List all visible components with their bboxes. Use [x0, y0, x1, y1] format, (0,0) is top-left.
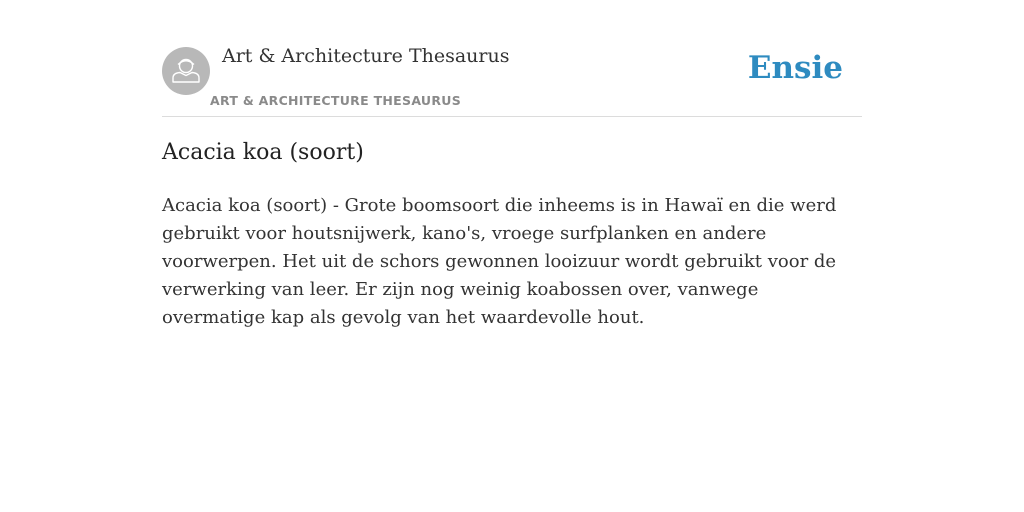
ensie-logo-link[interactable]: Ensie	[747, 50, 843, 86]
user-silhouette-icon	[162, 47, 210, 95]
author-name[interactable]: Art & Architecture Thesaurus	[222, 45, 510, 67]
source-label: ART & ARCHITECTURE THESAURUS	[210, 93, 462, 108]
entry-definition: Acacia koa (soort) - Grote boomsoort die inheems is in Hawaï en die werd gebruikt voor houtsnijwerk, kano's, vroege surfplanken en andere voorwerpen. Het uit de schors gewonnen looizuur wordt gebruikt voor de verwerking van leer. Er zijn nog weinig koabossen over, vanwege overmatige kap als gevolg van het waardevolle hout.	[162, 195, 837, 328]
author-avatar[interactable]	[162, 47, 210, 95]
entry-header	[162, 40, 862, 117]
entry-title: Acacia koa (soort)	[162, 140, 364, 165]
